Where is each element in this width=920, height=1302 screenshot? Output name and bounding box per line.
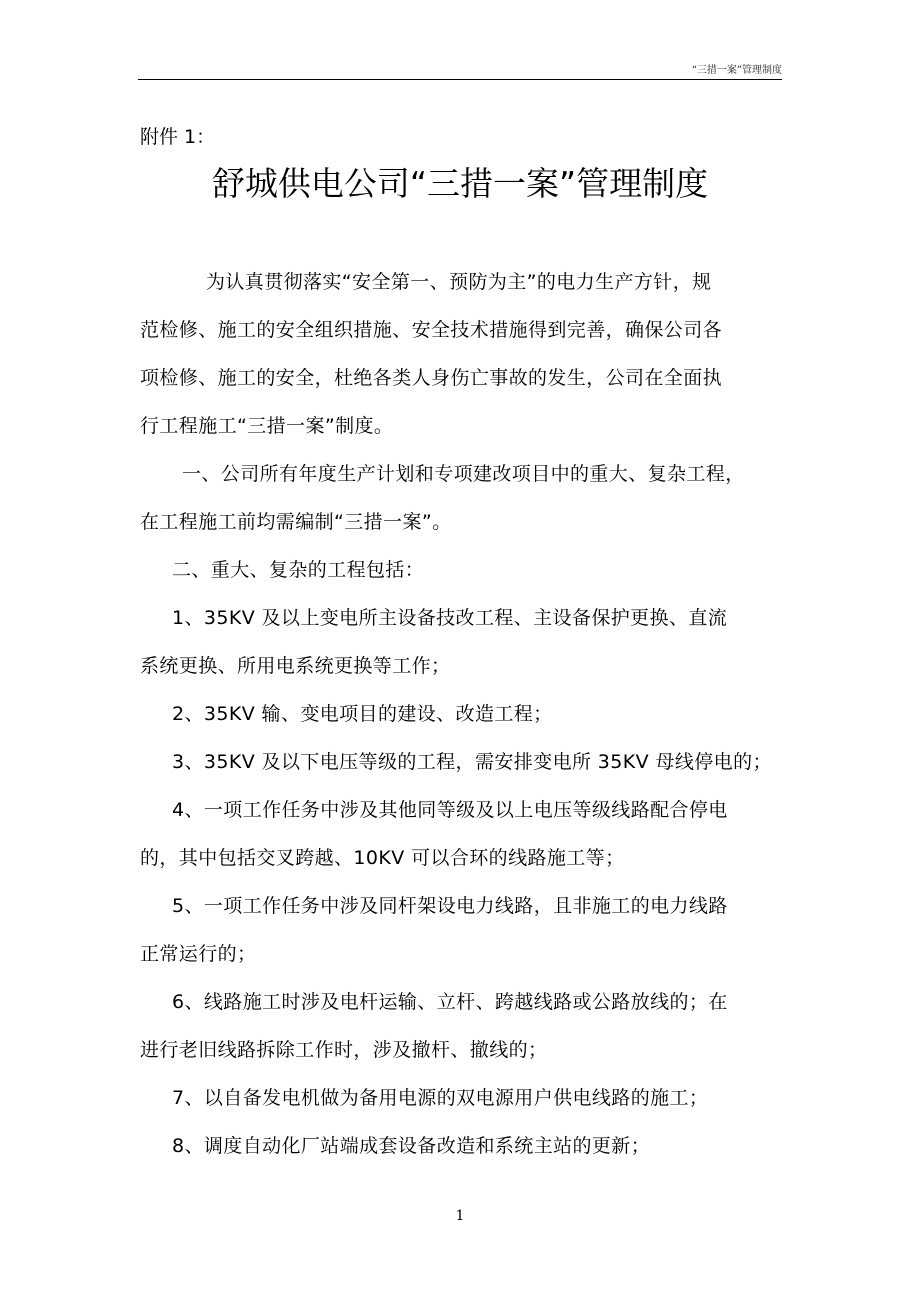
- paragraph-line: 在工程施工前均需编制“三措一案”。: [140, 511, 452, 533]
- paragraph-line: 进行老旧线路拆除工作时，涉及撤杆、撤线的；: [140, 1039, 548, 1061]
- page-number: 1: [455, 1208, 465, 1224]
- paragraph-line: 范检修、施工的安全组织措施、安全技术措施得到完善，确保公司各: [140, 319, 723, 341]
- list-item-3: [140, 738, 784, 786]
- paragraph-line: 4、一项工作任务中涉及其他同等级及以上电压等级线路配合停电: [172, 799, 728, 821]
- list-item-1: [140, 594, 784, 690]
- paragraph-line: 为认真贯彻落实“安全第一、预防为主”的电力生产方针，规: [206, 271, 712, 293]
- paragraph-line: 一、公司所有年度生产计划和专项建改项目中的重大、复杂工程，: [182, 463, 745, 485]
- paragraph-line: 1、35KV 及以上变电所主设备技改工程、主设备保护更换、直流: [172, 607, 728, 629]
- section-1-paragraph: [140, 450, 784, 546]
- header-rule: [138, 79, 782, 80]
- section-2-paragraph: [140, 546, 784, 594]
- document-title: 舒城供电公司“三措一案”管理制度: [211, 164, 709, 203]
- paragraph-line: 正常运行的；: [140, 943, 257, 965]
- paragraph-line: 行工程施工“三措一案”制度。: [140, 415, 394, 437]
- paragraph-line: 项检修、施工的安全，杜绝各类人身伤亡事故的发生，公司在全面执: [140, 367, 723, 389]
- list-item-4: [140, 786, 784, 882]
- paragraph-line: 2、35KV 输、变电项目的建设、改造工程；: [172, 703, 553, 725]
- attachment-label: 附件 1：: [140, 126, 216, 148]
- paragraph-line: 的，其中包括交叉跨越、10KV 可以合环的线路施工等；: [140, 847, 625, 869]
- list-item-8: [140, 1122, 784, 1170]
- paragraph-line: 5、一项工作任务中涉及同杆架设电力线路，且非施工的电力线路: [172, 895, 728, 917]
- paragraph-line: 3、35KV 及以下电压等级的工程，需安排变电所 35KV 母线停电的；: [172, 751, 772, 773]
- list-item-7: [140, 1074, 784, 1122]
- list-item-5: [140, 882, 784, 978]
- paragraph-line: 6、线路施工时涉及电杆运输、立杆、跨越线路或公路放线的；在: [172, 991, 728, 1013]
- list-item-2: [140, 690, 784, 738]
- paragraph-line: 8、调度自动化厂站端成套设备改造和系统主站的更新；: [172, 1135, 651, 1157]
- paragraph-line: 7、以自备发电机做为备用电源的双电源用户供电线路的施工；: [172, 1087, 709, 1109]
- paragraph-line: 系统更换、所用电系统更换等工作；: [140, 655, 451, 677]
- list-item-6: [140, 978, 784, 1074]
- intro-paragraph: [140, 258, 784, 450]
- running-header-title: “三措一案”管理制度: [691, 65, 782, 76]
- paragraph-line: 二、重大、复杂的工程包括：: [172, 559, 425, 581]
